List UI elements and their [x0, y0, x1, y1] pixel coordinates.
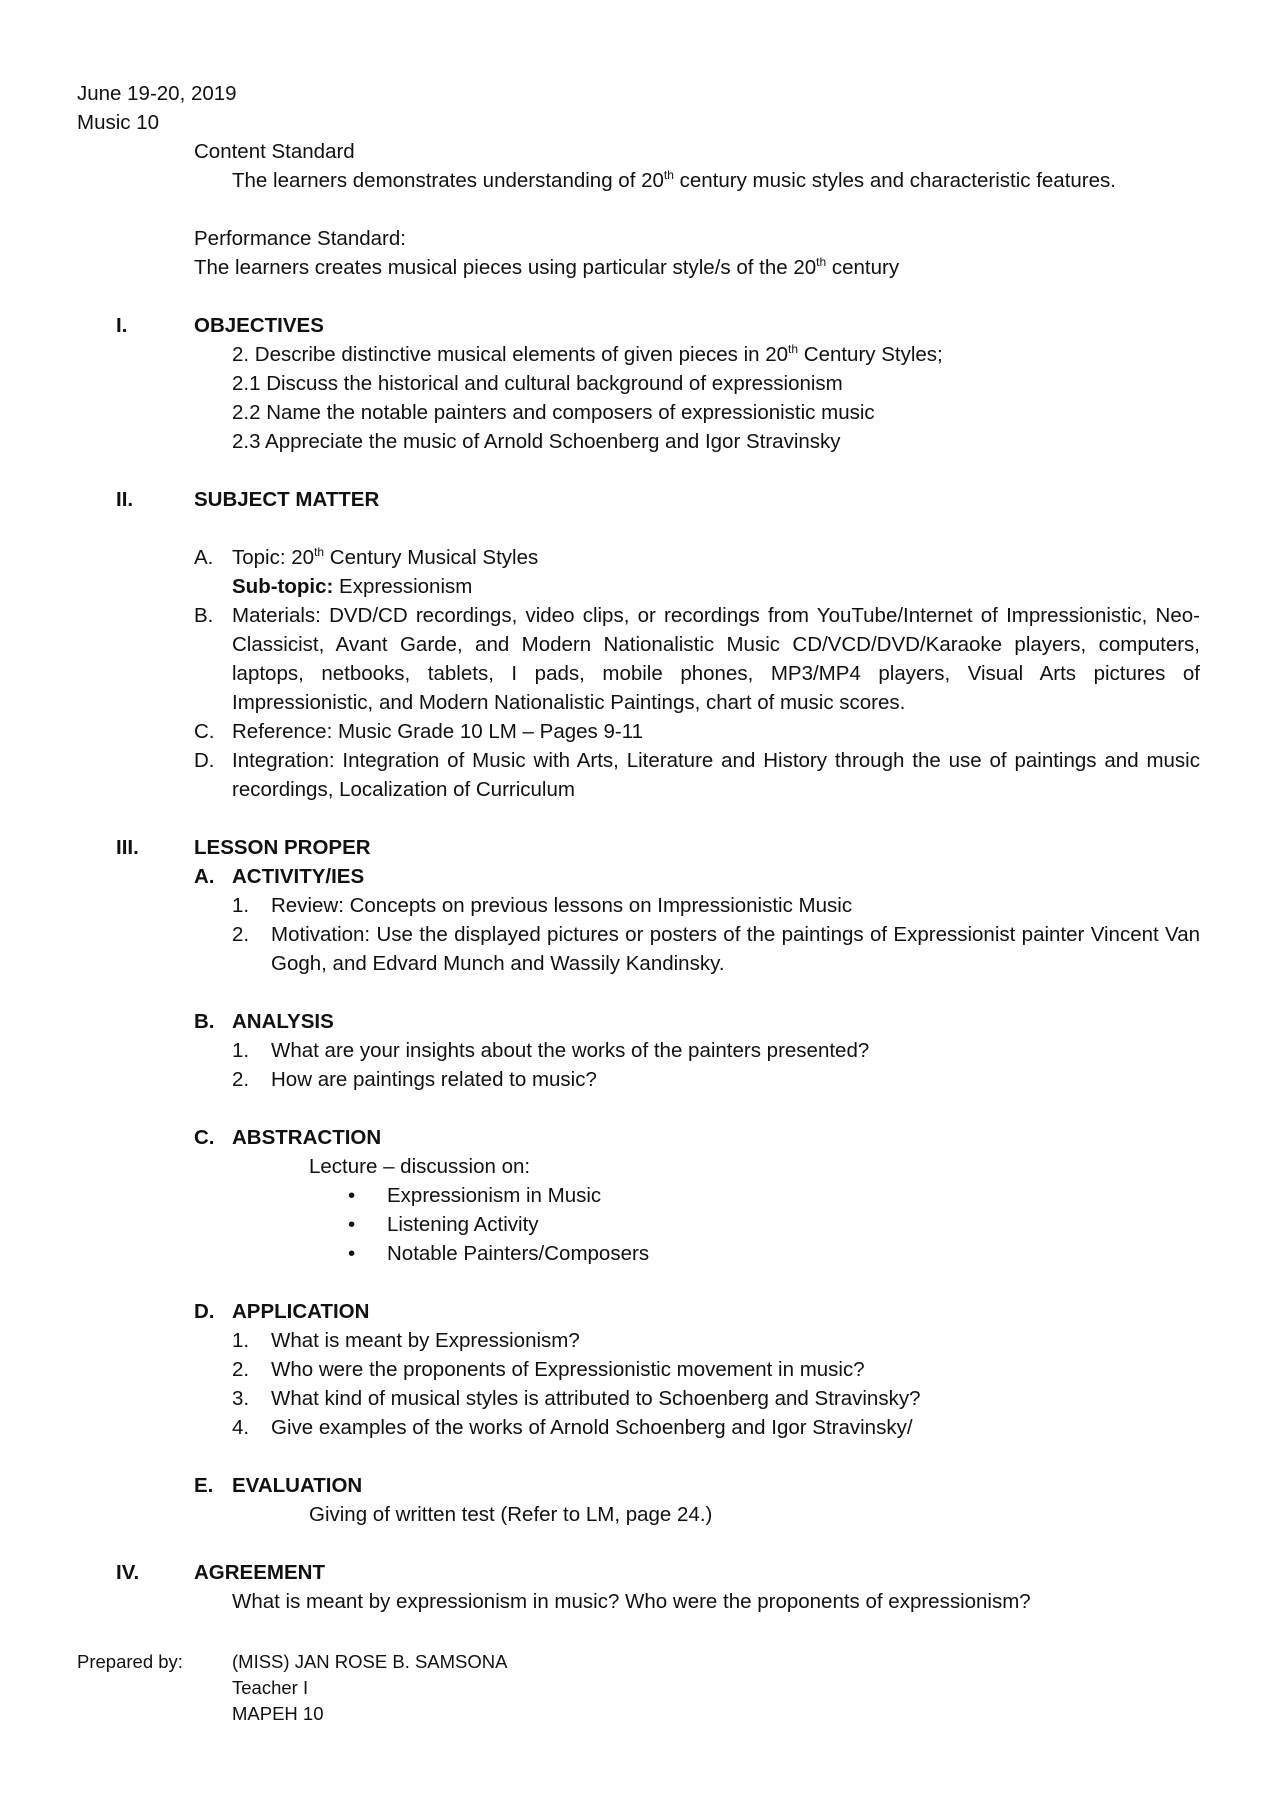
evaluation-letter: E.: [194, 1474, 214, 1497]
abstraction-bullet: Listening Activity: [387, 1213, 539, 1236]
subject-reference: Reference: Music Grade 10 LM – Pages 9-11: [232, 720, 643, 743]
preparer-name: (MISS) JAN ROSE B. SAMSONA: [232, 1651, 508, 1672]
document-subject: Music 10: [77, 111, 160, 134]
bullet-marker: •: [348, 1184, 356, 1207]
objective-item: 2.1 Discuss the historical and cultural background of expressionism: [232, 372, 843, 395]
agreement-heading: AGREEMENT: [194, 1561, 325, 1584]
evaluation-text: Giving of written test (Refer to LM, page 24.): [309, 1503, 713, 1526]
subject-letter-b: B.: [194, 604, 214, 627]
abstraction-letter: C.: [194, 1126, 215, 1149]
analysis-item: What are your insights about the works of the painters presented?: [271, 1039, 870, 1062]
bullet-marker: •: [348, 1213, 356, 1236]
list-number: 2.: [232, 1068, 250, 1091]
activity-item: Review: Concepts on previous lessons on Impressionistic Music: [271, 894, 853, 917]
abstraction-bullet: Notable Painters/Composers: [387, 1242, 650, 1265]
list-number: 1.: [232, 1039, 250, 1062]
abstraction-bullet: Expressionism in Music: [387, 1184, 602, 1207]
analysis-heading: ANALYSIS: [232, 1010, 334, 1033]
subject-integration: Integration: Integration of Music with Arts, Literature and History through the use of paintings and music recordings, Localization of Curriculum: [232, 749, 1200, 801]
objectives-heading: OBJECTIVES: [194, 314, 324, 337]
subject-letter-a: A.: [194, 546, 214, 569]
objective-item: 2. Describe distinctive musical elements of given pieces in 20th Century Styles;: [232, 342, 943, 366]
content-standard-text: The learners demonstrates understanding of 20th century music styles and characteristic features.: [232, 168, 1116, 192]
list-number: 1.: [232, 1329, 250, 1352]
performance-standard-text: The learners creates musical pieces using particular style/s of the 20th century: [194, 255, 900, 279]
subject-letter-c: C.: [194, 720, 215, 743]
lesson-proper-numeral: III.: [116, 836, 139, 859]
subject-letter-d: D.: [194, 749, 215, 772]
subject-materials: Materials: DVD/CD recordings, video clips, or recordings from YouTube/Internet of Impressionistic, Neo-Classicist, Avant Garde, and Modern Nationalistic Music CD/VCD/DVD/Karaoke players, computers, laptops, netbooks, tablets, I pads, mobile phones, MP3/MP4 players, Visual Arts pictures of Impressionistic, and Modern Nationalistic Paintings, chart of music scores.: [232, 604, 1200, 714]
lesson-proper-heading: LESSON PROPER: [194, 836, 371, 859]
performance-standard-label: Performance Standard:: [194, 227, 406, 250]
objective-item: 2.3 Appreciate the music of Arnold Schoenberg and Igor Stravinsky: [232, 430, 841, 453]
preparer-department: MAPEH 10: [232, 1703, 324, 1724]
abstraction-intro: Lecture – discussion on:: [309, 1155, 531, 1178]
prepared-by-label: Prepared by:: [77, 1651, 183, 1672]
list-number: 1.: [232, 894, 250, 917]
subject-subtopic: Sub-topic: Expressionism: [232, 575, 473, 598]
agreement-numeral: IV.: [116, 1561, 140, 1584]
subject-matter-numeral: II.: [116, 488, 134, 511]
objectives-numeral: I.: [116, 314, 128, 337]
subject-matter-heading: SUBJECT MATTER: [194, 488, 380, 511]
activity-item: Motivation: Use the displayed pictures or posters of the paintings of Expressionist painter Vincent Van Gogh, and Edvard Munch and Wassily Kandinsky.: [271, 923, 1200, 975]
agreement-text: What is meant by expressionism in music? Who were the proponents of expressionism?: [232, 1590, 1031, 1613]
document-date: June 19-20, 2019: [77, 82, 237, 105]
objective-item: 2.2 Name the notable painters and composers of expressionistic music: [232, 401, 875, 424]
list-number: 2.: [232, 1358, 250, 1381]
subject-topic: Topic: 20th Century Musical Styles: [232, 545, 539, 569]
bullet-marker: •: [348, 1242, 356, 1265]
analysis-item: How are paintings related to music?: [271, 1068, 597, 1091]
list-number: 2.: [232, 923, 250, 946]
list-number: 3.: [232, 1387, 250, 1410]
analysis-letter: B.: [194, 1010, 215, 1033]
preparer-position: Teacher I: [232, 1677, 309, 1698]
application-item: What is meant by Expressionism?: [271, 1329, 580, 1352]
application-letter: D.: [194, 1300, 215, 1323]
application-item: Who were the proponents of Expressionistic movement in music?: [271, 1358, 865, 1381]
activity-heading: ACTIVITY/IES: [232, 865, 365, 888]
evaluation-heading: EVALUATION: [232, 1474, 363, 1497]
list-number: 4.: [232, 1416, 250, 1439]
abstraction-heading: ABSTRACTION: [232, 1126, 382, 1149]
activity-letter: A.: [194, 865, 215, 888]
application-heading: APPLICATION: [232, 1300, 370, 1323]
application-item: What kind of musical styles is attributed to Schoenberg and Stravinsky?: [271, 1387, 921, 1410]
content-standard-label: Content Standard: [194, 140, 355, 163]
application-item: Give examples of the works of Arnold Schoenberg and Igor Stravinsky/: [271, 1416, 913, 1439]
